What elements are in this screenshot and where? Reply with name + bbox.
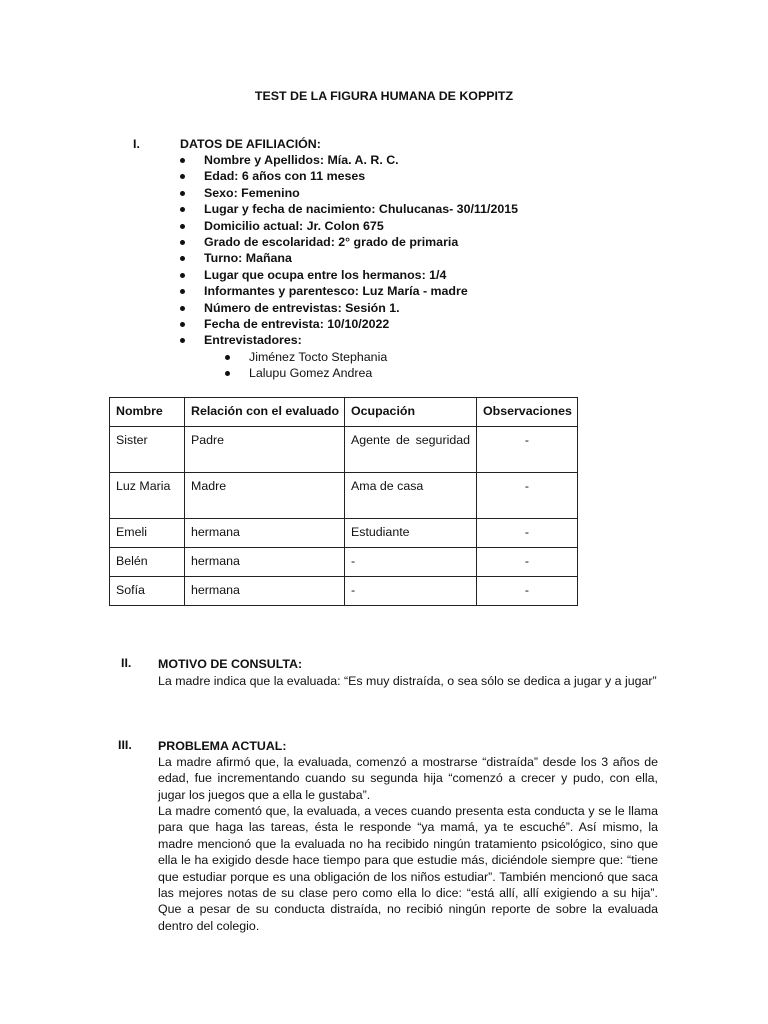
list-item: Nombre y Apellidos: Mía. A. R. C.	[204, 152, 518, 168]
section3-heading: PROBLEMA ACTUAL:	[158, 739, 287, 753]
list-item: Lalupu Gomez Andrea	[249, 365, 387, 381]
section3-paragraph-2: La madre comentó que, la evaluada, a veces cuando presenta esta conducta y se le llama para que haga las tareas, ésta le responde “ya mamá, ya te escuché”. Así mismo, la madre mencionó que la evaluada no ha recibido ningún tratamiento psicológico, sino que ella le ha exigido desde hace tiempo para que estudie más, diciéndole siempre que: “tiene que estudiar porque es una obligación de los niños estudiar”. También mencionó que saca las mejores notas de su clase pero como ella lo dice: “está allí, allí exigiendo a su hija”. Que a pesar de su conducta distraída, no recibió ningún reporte de sobre la evaluada dentro del colegio.	[158, 804, 658, 933]
bullet-icon	[180, 289, 185, 294]
bullet-icon	[180, 256, 185, 261]
list-item: Sexo: Femenino	[204, 185, 518, 201]
column-header: Nombre	[110, 398, 185, 427]
section1-number: I.	[133, 137, 140, 151]
bullet-icon	[180, 338, 185, 343]
page-title: TEST DE LA FIGURA HUMANA DE KOPPITZ	[254, 89, 514, 103]
cell-relation: Madre	[185, 473, 345, 519]
cell-occupation: -	[345, 577, 477, 606]
section2-number: II.	[121, 656, 132, 670]
column-header: Observaciones	[477, 398, 578, 427]
list-item: Lugar y fecha de nacimiento: Chulucanas- 30/11/2015	[204, 201, 518, 217]
cell-occupation: Agente de seguridad	[345, 427, 477, 473]
section3-number: III.	[118, 738, 132, 752]
table-row	[110, 519, 578, 548]
cell-relation: hermana	[185, 548, 345, 577]
cell-relation: Padre	[185, 427, 345, 473]
cell-name: Luz Maria	[110, 473, 185, 519]
list-item: Número de entrevistas: Sesión 1.	[204, 300, 518, 316]
cell-relation: hermana	[185, 519, 345, 548]
list-item: Grado de escolaridad: 2° grado de primaria	[204, 234, 518, 250]
section3-paragraph-1: La madre afirmó que, la evaluada, comenzó a mostrarse “distraída” desde los 3 años de edad, fue incrementando cuando su segunda hija “comenzó a crecer y pudo, con ella, jugar los juegos que a ella le gustaba”.	[158, 755, 658, 802]
bullet-icon	[180, 224, 185, 229]
bullet-icon	[180, 240, 185, 245]
list-item: Edad: 6 años con 11 meses	[204, 168, 518, 184]
section1-heading: DATOS DE AFILIACIÓN:	[180, 137, 321, 151]
cell-observations: -	[477, 577, 578, 606]
cell-name: Belén	[110, 548, 185, 577]
section2-heading: MOTIVO DE CONSULTA:	[158, 657, 303, 671]
cell-name: Sofía	[110, 577, 185, 606]
list-item: Fecha de entrevista: 10/10/2022	[204, 316, 518, 332]
bullet-icon	[225, 355, 230, 360]
bullet-icon	[180, 306, 185, 311]
bullet-icon	[180, 322, 185, 327]
table-header-row	[110, 398, 578, 427]
table-row	[110, 427, 578, 473]
column-header: Relación con el evaluado	[185, 398, 345, 427]
list-item: Domicilio actual: Jr. Colon 675	[204, 218, 518, 234]
cell-observations: -	[477, 548, 578, 577]
bullet-icon	[180, 191, 185, 196]
table-row	[110, 548, 578, 577]
interviewers-list	[249, 349, 387, 382]
bullet-icon	[180, 158, 185, 163]
cell-occupation: -	[345, 548, 477, 577]
cell-relation: hermana	[185, 577, 345, 606]
bullet-icon	[180, 174, 185, 179]
list-item: Turno: Mañana	[204, 250, 518, 266]
section2-text: La madre indica que la evaluada: “Es muy distraída, o sea sólo se dedica a jugar y a jugar”	[158, 674, 657, 688]
table-row	[110, 473, 578, 519]
family-table	[109, 397, 578, 606]
cell-observations: -	[477, 473, 578, 519]
list-item: Informantes y parentesco: Luz María - madre	[204, 283, 518, 299]
column-header: Ocupación	[345, 398, 477, 427]
cell-name: Sister	[110, 427, 185, 473]
affiliation-list	[204, 152, 518, 349]
cell-name: Emeli	[110, 519, 185, 548]
list-item: Jiménez Tocto Stephania	[249, 349, 387, 365]
table-row	[110, 577, 578, 606]
bullet-icon	[225, 371, 230, 376]
bullet-icon	[180, 273, 185, 278]
cell-occupation: Ama de casa	[345, 473, 477, 519]
list-item: Lugar que ocupa entre los hermanos: 1/4	[204, 267, 518, 283]
bullet-icon	[180, 207, 185, 212]
cell-observations: -	[477, 519, 578, 548]
cell-occupation: Estudiante	[345, 519, 477, 548]
cell-observations: -	[477, 427, 578, 473]
list-item: Entrevistadores:	[204, 332, 518, 348]
